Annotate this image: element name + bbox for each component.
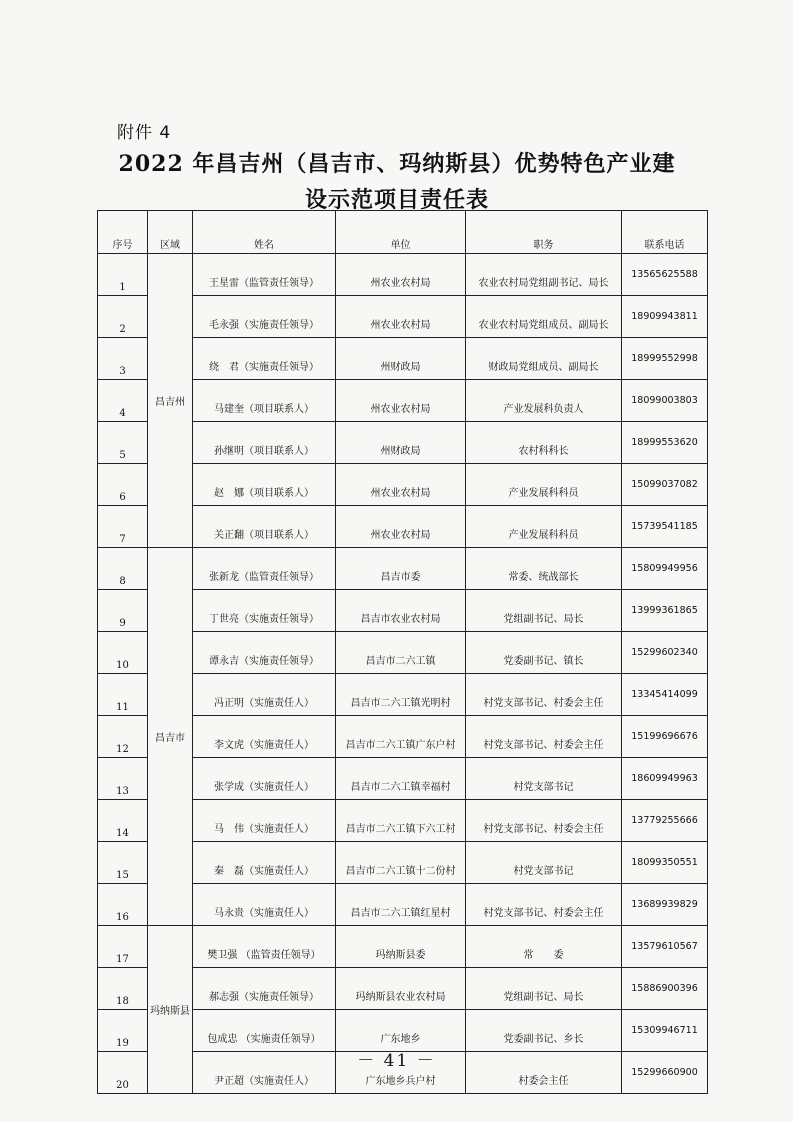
cell-post: 村党支部书记: [466, 842, 622, 884]
cell-post: 村党支部书记: [466, 758, 622, 800]
cell-unit: 玛纳斯县农业农村局: [336, 968, 466, 1010]
cell-unit: 昌吉市二六工镇幸福村: [336, 758, 466, 800]
cell-no: 1: [98, 254, 148, 296]
cell-unit: 昌吉市二六工镇: [336, 632, 466, 674]
cell-name: 马 伟（实施责任人）: [193, 800, 336, 842]
header-name: 姓名: [193, 211, 336, 254]
cell-phone: 18099350551: [622, 842, 708, 884]
cell-post: 财政局党组成员、副局长: [466, 338, 622, 380]
cell-unit: 昌吉市农业农村局: [336, 590, 466, 632]
cell-post: 村党支部书记、村委会主任: [466, 884, 622, 926]
cell-post: 党组副书记、局长: [466, 968, 622, 1010]
cell-name: 包成忠 （实施责任领导）: [193, 1010, 336, 1052]
cell-name: 丁世亮（实施责任领导）: [193, 590, 336, 632]
cell-name: 关正翻（项目联系人）: [193, 506, 336, 548]
cell-region: 昌吉州: [148, 254, 193, 548]
cell-unit: 昌吉市委: [336, 548, 466, 590]
cell-name: 李文虎（实施责任人）: [193, 716, 336, 758]
cell-phone: 13999361865: [622, 590, 708, 632]
cell-unit: 广东地乡: [336, 1010, 466, 1052]
page-number: － 41 －: [357, 1051, 436, 1071]
cell-post: 常 委: [466, 926, 622, 968]
cell-phone: 13579610567: [622, 926, 708, 968]
cell-post: 村党支部书记、村委会主任: [466, 800, 622, 842]
cell-unit: 昌吉市二六工镇红星村: [336, 884, 466, 926]
cell-post: 党委副书记、镇长: [466, 632, 622, 674]
cell-phone: 15739541185: [622, 506, 708, 548]
cell-unit: 广东地乡兵户村: [336, 1052, 466, 1094]
cell-post: 产业发展科科员: [466, 464, 622, 506]
cell-phone: 18909943811: [622, 296, 708, 338]
cell-unit: 昌吉市二六工镇广东户村: [336, 716, 466, 758]
cell-post: 村委会主任: [466, 1052, 622, 1094]
cell-name: 尹正超（实施责任人）: [193, 1052, 336, 1094]
cell-no: 9: [98, 590, 148, 632]
cell-unit: 州农业农村局: [336, 464, 466, 506]
cell-phone: 15886900396: [622, 968, 708, 1010]
cell-no: 6: [98, 464, 148, 506]
cell-no: 20: [98, 1052, 148, 1094]
attachment-label: 附件 4: [117, 123, 172, 143]
cell-phone: 13565625588: [622, 254, 708, 296]
cell-post: 村党支部书记、村委会主任: [466, 674, 622, 716]
cell-post: 常委、统战部长: [466, 548, 622, 590]
cell-post: 农业农村局党组成员、副局长: [466, 296, 622, 338]
cell-phone: 18099003803: [622, 380, 708, 422]
cell-name: 张新龙（监管责任领导）: [193, 548, 336, 590]
header-unit: 单位: [336, 211, 466, 254]
table-header-row: [98, 211, 708, 254]
cell-post: 产业发展科负责人: [466, 380, 622, 422]
cell-no: 11: [98, 674, 148, 716]
cell-no: 3: [98, 338, 148, 380]
cell-phone: 15199696676: [622, 716, 708, 758]
cell-unit: 昌吉市二六工镇光明村: [336, 674, 466, 716]
cell-phone: 13345414099: [622, 674, 708, 716]
cell-name: 秦 磊（实施责任人）: [193, 842, 336, 884]
cell-unit: 昌吉市二六工镇十二份村: [336, 842, 466, 884]
cell-name: 孙继明（项目联系人）: [193, 422, 336, 464]
cell-no: 18: [98, 968, 148, 1010]
cell-unit: 州财政局: [336, 338, 466, 380]
header-phone: 联系电话: [622, 211, 708, 254]
cell-name: 马建奎（项目联系人）: [193, 380, 336, 422]
cell-unit: 州农业农村局: [336, 506, 466, 548]
cell-unit: 昌吉市二六工镇下六工村: [336, 800, 466, 842]
cell-no: 17: [98, 926, 148, 968]
cell-post: 农村科科长: [466, 422, 622, 464]
header-region: 区域: [148, 211, 193, 254]
cell-name: 绕 君（实施责任领导）: [193, 338, 336, 380]
cell-name: 王星雷（监管责任领导）: [193, 254, 336, 296]
cell-post: 党组副书记、局长: [466, 590, 622, 632]
cell-region: 玛纳斯县: [148, 926, 193, 1094]
cell-phone: 15299602340: [622, 632, 708, 674]
document-title-line-2: 设示范项目责任表: [304, 187, 489, 213]
cell-post: 村党支部书记、村委会主任: [466, 716, 622, 758]
table-row: [98, 254, 708, 296]
cell-post: 党委副书记、乡长: [466, 1010, 622, 1052]
cell-no: 2: [98, 296, 148, 338]
cell-name: 毛永强（实施责任领导）: [193, 296, 336, 338]
cell-no: 16: [98, 884, 148, 926]
cell-no: 8: [98, 548, 148, 590]
cell-name: 赵 娜（项目联系人）: [193, 464, 336, 506]
cell-unit: 州农业农村局: [336, 296, 466, 338]
cell-phone: 13689939829: [622, 884, 708, 926]
cell-no: 15: [98, 842, 148, 884]
table-row: [98, 548, 708, 590]
cell-phone: 18999552998: [622, 338, 708, 380]
cell-phone: 13779255666: [622, 800, 708, 842]
cell-phone: 15099037082: [622, 464, 708, 506]
cell-phone: 15309946711: [622, 1010, 708, 1052]
cell-no: 7: [98, 506, 148, 548]
document-title-line-1: 2022 年昌吉州（昌吉市、玛纳斯县）优势特色产业建: [118, 151, 676, 177]
cell-name: 樊卫强 （监管责任领导）: [193, 926, 336, 968]
cell-post: 农业农村局党组副书记、局长: [466, 254, 622, 296]
cell-no: 12: [98, 716, 148, 758]
cell-no: 13: [98, 758, 148, 800]
cell-name: 张学成（实施责任人）: [193, 758, 336, 800]
cell-phone: 18999553620: [622, 422, 708, 464]
cell-no: 5: [98, 422, 148, 464]
cell-name: 郝志强（实施责任领导）: [193, 968, 336, 1010]
cell-unit: 州农业农村局: [336, 254, 466, 296]
cell-name: 谭永吉（实施责任领导）: [193, 632, 336, 674]
responsibility-table: [97, 210, 708, 1094]
cell-phone: 15809949956: [622, 548, 708, 590]
cell-region: 昌吉市: [148, 548, 193, 926]
cell-no: 4: [98, 380, 148, 422]
cell-phone: 18609949963: [622, 758, 708, 800]
cell-post: 产业发展科科员: [466, 506, 622, 548]
cell-no: 19: [98, 1010, 148, 1052]
cell-unit: 州财政局: [336, 422, 466, 464]
table-row: [98, 926, 708, 968]
cell-no: 10: [98, 632, 148, 674]
header-no: 序号: [98, 211, 148, 254]
cell-phone: 15299660900: [622, 1052, 708, 1094]
cell-name: 马永贵（实施责任人）: [193, 884, 336, 926]
cell-unit: 玛纳斯县委: [336, 926, 466, 968]
cell-name: 冯正明（实施责任人）: [193, 674, 336, 716]
header-post: 职务: [466, 211, 622, 254]
cell-no: 14: [98, 800, 148, 842]
cell-unit: 州农业农村局: [336, 380, 466, 422]
